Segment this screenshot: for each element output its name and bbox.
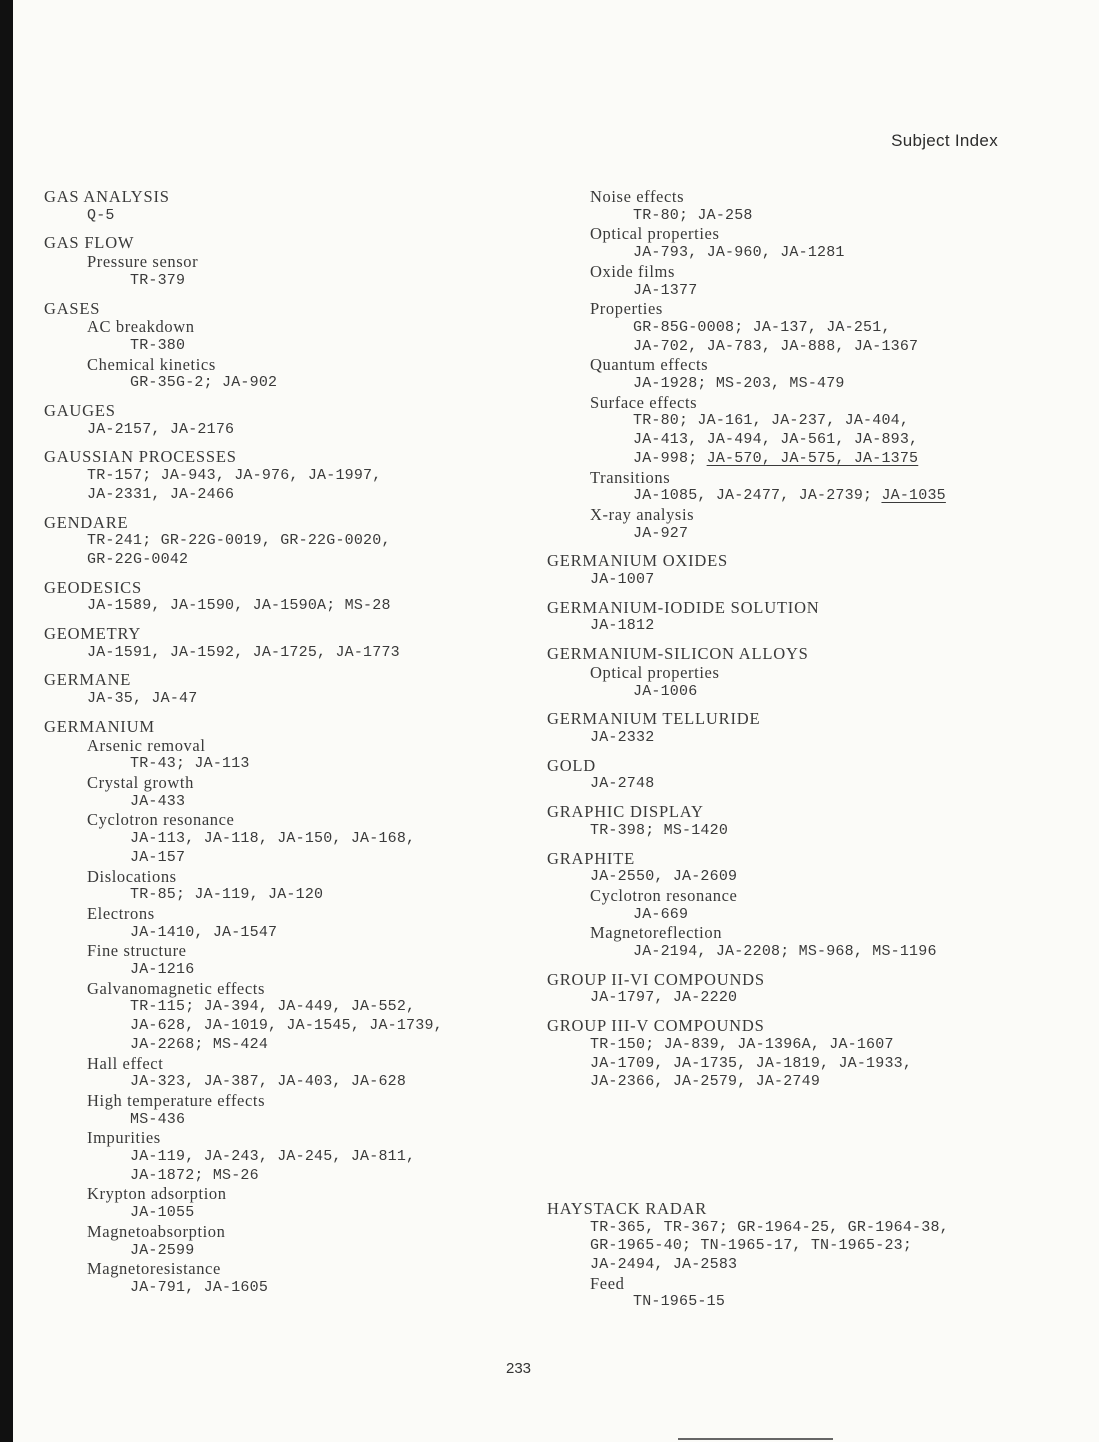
- index-heading: GEODESICS: [44, 577, 142, 597]
- index-subheading: Pressure sensor: [87, 252, 199, 272]
- index-references: JA-1589, JA-1590, JA-1590A; MS-28: [87, 597, 391, 615]
- index-references: JA-1410, JA-1547: [130, 923, 278, 941]
- index-subheading: Transitions: [590, 467, 671, 487]
- index-heading: GENDARE: [44, 512, 129, 532]
- index-entry: [547, 1017, 1027, 1092]
- index-references: TR-80; JA-258: [633, 206, 753, 224]
- index-references: JA-2157, JA-2176: [87, 420, 235, 438]
- index-references: GR-1965-40; TN-1965-17, TN-1965-23;: [590, 1237, 913, 1255]
- index-references: JA-119, JA-243, JA-245, JA-811,: [130, 1148, 416, 1166]
- index-heading: GAUSSIAN PROCESSES: [44, 447, 237, 467]
- index-subheading: Galvanomagnetic effects: [87, 978, 265, 998]
- index-references: JA-2332: [590, 728, 655, 746]
- index-references: MS-436: [130, 1110, 186, 1128]
- index-entry: [44, 402, 524, 439]
- index-entry: [44, 188, 524, 225]
- index-references: JA-669: [633, 905, 689, 923]
- index-references: JA-2331, JA-2466: [87, 485, 235, 503]
- index-entry: [547, 188, 1027, 543]
- index-heading: GERMANIUM-SILICON ALLOYS: [547, 644, 809, 664]
- index-references: GR-35G-2; JA-902: [130, 374, 278, 392]
- index-subheading: Arsenic removal: [87, 735, 206, 755]
- index-subheading: Krypton adsorption: [87, 1184, 227, 1204]
- index-heading: GAS FLOW: [44, 233, 135, 253]
- index-references: JA-1055: [130, 1204, 195, 1222]
- index-heading: GASES: [44, 298, 101, 318]
- index-references: Q-5: [87, 206, 115, 224]
- index-references: JA-793, JA-960, JA-1281: [633, 244, 845, 262]
- index-references: JA-113, JA-118, JA-150, JA-168,: [130, 830, 416, 848]
- underlined-reference: JA-1035: [881, 487, 946, 505]
- index-subheading: X-ray analysis: [590, 504, 695, 524]
- index-references: GR-85G-0008; JA-137, JA-251,: [633, 318, 891, 336]
- index-references: TR-43; JA-113: [130, 755, 250, 773]
- index-entry: [44, 718, 524, 1298]
- index-references: JA-2748: [590, 775, 655, 793]
- index-heading: GEOMETRY: [44, 624, 142, 644]
- index-references: JA-323, JA-387, JA-403, JA-628: [130, 1073, 407, 1091]
- index-references: TN-1965-15: [633, 1293, 726, 1311]
- index-subheading: Magnetoabsorption: [87, 1221, 226, 1241]
- index-heading: GERMANE: [44, 670, 132, 690]
- index-entry: [44, 514, 524, 570]
- index-heading: GROUP III-V COMPOUNDS: [547, 1016, 765, 1036]
- index-references: JA-998; JA-570, JA-575, JA-1375: [633, 449, 919, 467]
- index-references: TR-85; JA-119, JA-120: [130, 886, 324, 904]
- index-references: JA-1006: [633, 682, 698, 700]
- index-heading: GROUP II-VI COMPOUNDS: [547, 969, 765, 989]
- index-subheading: Optical properties: [590, 224, 720, 244]
- index-subheading: Surface effects: [590, 392, 698, 412]
- index-heading: GERMANIUM TELLURIDE: [547, 709, 761, 729]
- index-references: JA-433: [130, 792, 186, 810]
- index-references: JA-927: [633, 524, 689, 542]
- index-references: TR-150; JA-839, JA-1396A, JA-1607: [590, 1035, 894, 1053]
- index-references: JA-1216: [130, 961, 195, 979]
- index-subheading: Impurities: [87, 1128, 161, 1148]
- index-heading: GERMANIUM-IODIDE SOLUTION: [547, 597, 820, 617]
- index-column-left: [44, 188, 524, 1307]
- index-subheading: Properties: [590, 299, 663, 319]
- page-edge-shadow: [0, 0, 13, 1442]
- index-references: JA-791, JA-1605: [130, 1278, 269, 1296]
- index-references: TR-157; JA-943, JA-976, JA-1997,: [87, 467, 382, 485]
- index-references: JA-2366, JA-2579, JA-2749: [590, 1073, 821, 1091]
- index-entry: [547, 850, 1027, 962]
- index-references: JA-2494, JA-2583: [590, 1256, 738, 1274]
- index-references: JA-157: [130, 848, 186, 866]
- index-heading: GAS ANALYSIS: [44, 187, 170, 206]
- index-heading: GOLD: [547, 755, 597, 775]
- index-references: JA-35, JA-47: [87, 690, 198, 708]
- index-references: TR-380: [130, 336, 186, 354]
- index-references: TR-80; JA-161, JA-237, JA-404,: [633, 412, 910, 430]
- index-entry: [547, 757, 1027, 794]
- index-references: JA-1797, JA-2220: [590, 989, 738, 1007]
- index-subheading: Hall effect: [87, 1053, 164, 1073]
- index-references: JA-1007: [590, 571, 655, 589]
- index-references: JA-1085, JA-2477, JA-2739; JA-1035: [633, 487, 946, 505]
- index-entry: [44, 579, 524, 616]
- index-entry: [44, 300, 524, 394]
- index-references: TR-115; JA-394, JA-449, JA-552,: [130, 998, 416, 1016]
- index-references: JA-2599: [130, 1241, 195, 1259]
- page-number: 233: [506, 1360, 532, 1377]
- index-entry: [547, 552, 1027, 589]
- index-heading: GAUGES: [44, 401, 116, 421]
- underlined-reference: JA-570, JA-575, JA-1375: [706, 449, 919, 467]
- index-subheading: Chemical kinetics: [87, 354, 216, 374]
- index-references: JA-2268; MS-424: [130, 1035, 269, 1053]
- index-subheading: Electrons: [87, 903, 155, 923]
- index-column-right: [547, 188, 1027, 1321]
- index-entry: [44, 448, 524, 504]
- index-references: TR-241; GR-22G-0019, GR-22G-0020,: [87, 532, 391, 550]
- index-entry: [547, 599, 1027, 636]
- index-references: TR-365, TR-367; GR-1964-25, GR-1964-38,: [590, 1218, 949, 1236]
- index-subheading: Crystal growth: [87, 772, 194, 792]
- index-subheading: Magnetoresistance: [87, 1259, 221, 1279]
- index-references: TR-379: [130, 271, 186, 289]
- index-entry: [44, 234, 524, 290]
- index-references: JA-1812: [590, 617, 655, 635]
- index-subheading: Magnetoreflection: [590, 923, 723, 943]
- index-subheading: Optical properties: [590, 662, 720, 682]
- index-references: JA-2550, JA-2609: [590, 868, 738, 886]
- index-entry: [547, 710, 1027, 747]
- index-entry: [547, 645, 1027, 701]
- index-heading: GRAPHIC DISPLAY: [547, 802, 704, 822]
- index-references: JA-2194, JA-2208; MS-968, MS-1196: [633, 943, 937, 961]
- index-heading: GRAPHITE: [547, 848, 635, 868]
- index-subheading: Feed: [590, 1273, 625, 1293]
- index-references: JA-1377: [633, 281, 698, 299]
- bottom-rule: [678, 1438, 833, 1440]
- index-subheading: Oxide films: [590, 261, 675, 281]
- index-subheading: Dislocations: [87, 866, 177, 886]
- page-header: Subject Index: [891, 131, 998, 150]
- index-references: GR-22G-0042: [87, 550, 189, 568]
- index-subheading: Cyclotron resonance: [590, 885, 738, 905]
- index-subheading: Quantum effects: [590, 355, 709, 375]
- index-references: JA-628, JA-1019, JA-1545, JA-1739,: [130, 1017, 443, 1035]
- index-entry: [44, 671, 524, 708]
- index-heading: HAYSTACK RADAR: [547, 1198, 708, 1218]
- index-entry: [44, 625, 524, 662]
- index-subheading: AC breakdown: [87, 317, 195, 337]
- index-heading: GERMANIUM OXIDES: [547, 551, 729, 571]
- index-heading: GERMANIUM: [44, 716, 155, 736]
- index-subheading: High temperature effects: [87, 1090, 266, 1110]
- index-subheading: Noise effects: [590, 187, 685, 206]
- index-references: JA-1709, JA-1735, JA-1819, JA-1933,: [590, 1054, 913, 1072]
- index-entry: [547, 1200, 1027, 1312]
- index-references: JA-1872; MS-26: [130, 1166, 259, 1184]
- index-references: JA-1591, JA-1592, JA-1725, JA-1773: [87, 643, 400, 661]
- index-subheading: Fine structure: [87, 941, 187, 961]
- index-references: TR-398; MS-1420: [590, 821, 729, 839]
- index-subheading: Cyclotron resonance: [87, 810, 235, 830]
- index-references: JA-1928; MS-203, MS-479: [633, 375, 845, 393]
- index-entry: [547, 803, 1027, 840]
- index-references: JA-702, JA-783, JA-888, JA-1367: [633, 337, 919, 355]
- index-references: JA-413, JA-494, JA-561, JA-893,: [633, 431, 919, 449]
- index-entry: [547, 971, 1027, 1008]
